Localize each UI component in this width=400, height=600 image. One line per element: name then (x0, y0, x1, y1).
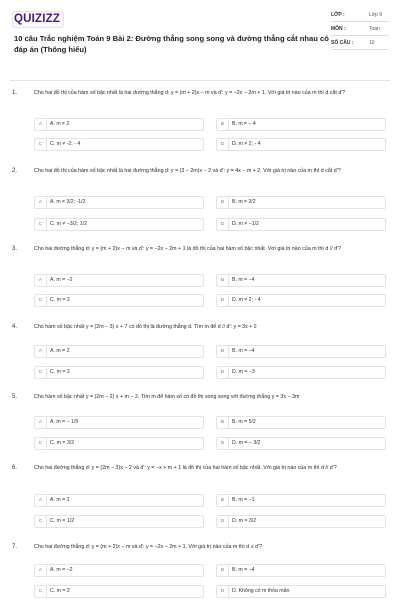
option-b[interactable] (216, 416, 386, 429)
option-a[interactable] (34, 345, 204, 358)
page-title: 10 câu Trắc nghiệm Toán 9 Bài 2: Đường thẳng song song và đường thẳng cắt nhau có đáp án (Thông hiểu) (14, 34, 329, 54)
option-letter: D (217, 219, 229, 230)
option-letter: D (217, 438, 229, 449)
option-letter: B (217, 119, 229, 130)
option-d[interactable] (216, 294, 386, 307)
option-text: D. Không có m thỏa mãn (232, 588, 290, 594)
option-text: A. m ≠ 2 (50, 121, 70, 127)
option-a[interactable] (34, 564, 204, 577)
meta-class (331, 12, 389, 19)
option-letter: B (217, 275, 229, 286)
option-letter: A (35, 495, 47, 506)
meta-panel (331, 12, 389, 54)
option-text: A. m = −2 (50, 277, 73, 283)
option-text: C. m = 2 (50, 297, 70, 303)
meta-class-label: LỚP : (331, 12, 345, 18)
option-letter: C (35, 367, 47, 378)
option-d[interactable] (216, 366, 386, 379)
question-number: 1. (12, 90, 18, 96)
option-c[interactable] (34, 515, 204, 528)
option-text: C. m = 2 (50, 588, 70, 594)
option-letter: D (217, 295, 229, 306)
option-c[interactable] (34, 138, 204, 151)
question-number: 5. (12, 394, 18, 400)
option-letter: C (35, 516, 47, 527)
option-letter: C (35, 586, 47, 597)
question-number: 4. (12, 324, 18, 330)
option-letter: D (217, 139, 229, 150)
option-text: A. m = − 1/5 (50, 419, 79, 425)
option-c[interactable] (34, 585, 204, 598)
option-letter: A (35, 346, 47, 357)
option-text: A. m = 2 (50, 348, 70, 354)
option-letter: A (35, 275, 47, 286)
option-letter: A (35, 119, 47, 130)
option-letter: B (217, 495, 229, 506)
option-text: C. m ≠ -2; - 4 (50, 141, 81, 147)
option-letter: A (35, 417, 47, 428)
option-c[interactable] (34, 437, 204, 450)
meta-subject (331, 26, 389, 33)
option-letter: B (217, 197, 229, 208)
question-text: Cho hai đường thẳng d: y = (m + 2)x − m và d': y = −2x − 2m + 1. Với giá trị nào của m thì d ≡ d'? (34, 544, 263, 550)
meta-subject-label: MÔN : (331, 26, 346, 32)
question-number: 2. (12, 168, 18, 174)
option-letter: C (35, 438, 47, 449)
option-c[interactable] (34, 294, 204, 307)
question-text: Cho hai đồ thị của hàm số bậc nhất là hai đường thẳng d: y = (m + 2)x − m và d': y = −2x − 2m + 1. Với giá trị nào của m thì d cắt d'? (34, 90, 346, 96)
option-d[interactable] (216, 218, 386, 231)
question-number: 3. (12, 246, 18, 252)
option-b[interactable] (216, 345, 386, 358)
question-text: Cho hai đồ thị của hàm số bậc nhất là hai đường thẳng d: y = (3 − 2m)x − 2 và d': y = 4x − m + 2. Với giá trị nào của m thì d cắt d'? (34, 168, 341, 174)
meta-divider (331, 21, 389, 22)
option-text: B. m = −4 (232, 567, 255, 573)
question-text: Cho hai đường thẳng d: y = (2m − 3)x − 2 và d': y = −x + m + 1 là đồ thị của hai hàm số bậc nhất. Với giá trị nào của m thì d // d'? (34, 465, 337, 471)
quizizz-logo: QUIZIZZ (14, 13, 61, 25)
option-d[interactable] (216, 437, 386, 450)
option-text: B. m ≠ 3/2 (232, 199, 256, 205)
option-letter: A (35, 565, 47, 576)
meta-count-label: SỐ CÂU : (331, 40, 354, 46)
meta-class-value: Lớp 9 (369, 12, 383, 18)
option-letter: C (35, 219, 47, 230)
option-text: D. m = −3 (232, 369, 255, 375)
option-text: B. m = −4 (232, 348, 255, 354)
option-text: C. m = 3/2 (50, 440, 75, 446)
option-text: C. m ≠ −3/2; 1/2 (50, 221, 88, 227)
option-c[interactable] (34, 218, 204, 231)
option-b[interactable] (216, 196, 386, 209)
option-b[interactable] (216, 274, 386, 287)
meta-subject-value: Toán (369, 26, 380, 32)
option-letter: D (217, 586, 229, 597)
question-number: 6. (12, 465, 18, 471)
option-a[interactable] (34, 196, 204, 209)
option-text: D. m ≠ −1/2 (232, 221, 259, 227)
header-divider (10, 80, 390, 81)
option-text: D. m ≠ 2; - 4 (232, 297, 261, 303)
option-a[interactable] (34, 274, 204, 287)
option-letter: C (35, 139, 47, 150)
option-text: B. m = −1 (232, 497, 255, 503)
question-number: 7. (12, 544, 18, 550)
option-c[interactable] (34, 366, 204, 379)
meta-divider (331, 35, 389, 36)
option-d[interactable] (216, 515, 386, 528)
option-text: A. m = −2 (50, 567, 73, 573)
option-text: B. m = −4 (232, 277, 255, 283)
option-text: B. m ≠ − 4 (232, 121, 256, 127)
option-a[interactable] (34, 118, 204, 131)
option-text: D. m = 3/2 (232, 518, 257, 524)
option-letter: B (217, 346, 229, 357)
meta-divider (331, 49, 389, 50)
question-text: Cho hai đường thẳng d: y = (m + 2)x − m và d': y = −2x − 2m + 1 là đồ thị của hai hàm số bậc nhất. Với giá trị nào của m thì d // d'? (34, 246, 342, 252)
question-text: Cho hàm số bậc nhất y = (2m − 2) x + m − 2. Tìm m để hàm số có đồ thị song song với đường thẳng y = 3x − 3m (34, 394, 300, 400)
option-text: D. m = − 3/2 (232, 440, 261, 446)
option-text: A. m ≠ 3/2; -1/2 (50, 199, 86, 205)
option-text: A. m = 1 (50, 497, 70, 503)
option-a[interactable] (34, 416, 204, 429)
option-a[interactable] (34, 494, 204, 507)
option-letter: A (35, 197, 47, 208)
option-text: B. m = 5/2 (232, 419, 256, 425)
option-letter: D (217, 367, 229, 378)
meta-count-value: 10 (369, 40, 375, 46)
option-b[interactable] (216, 118, 386, 131)
option-letter: B (217, 417, 229, 428)
option-d[interactable] (216, 585, 386, 598)
meta-count (331, 40, 389, 47)
question-text: Cho hàm số bậc nhất y = (2m − 3) x + 7 có đồ thị là đường thẳng d. Tìm m để d // d': y = 3x + 2 (34, 324, 257, 330)
option-letter: C (35, 295, 47, 306)
option-text: C. m = 2 (50, 369, 70, 375)
option-letter: B (217, 565, 229, 576)
option-d[interactable] (216, 138, 386, 151)
option-letter: D (217, 516, 229, 527)
option-text: D. m ≠ 2; - 4 (232, 141, 261, 147)
option-b[interactable] (216, 564, 386, 577)
option-b[interactable] (216, 494, 386, 507)
option-text: C. m = 1/2 (50, 518, 75, 524)
